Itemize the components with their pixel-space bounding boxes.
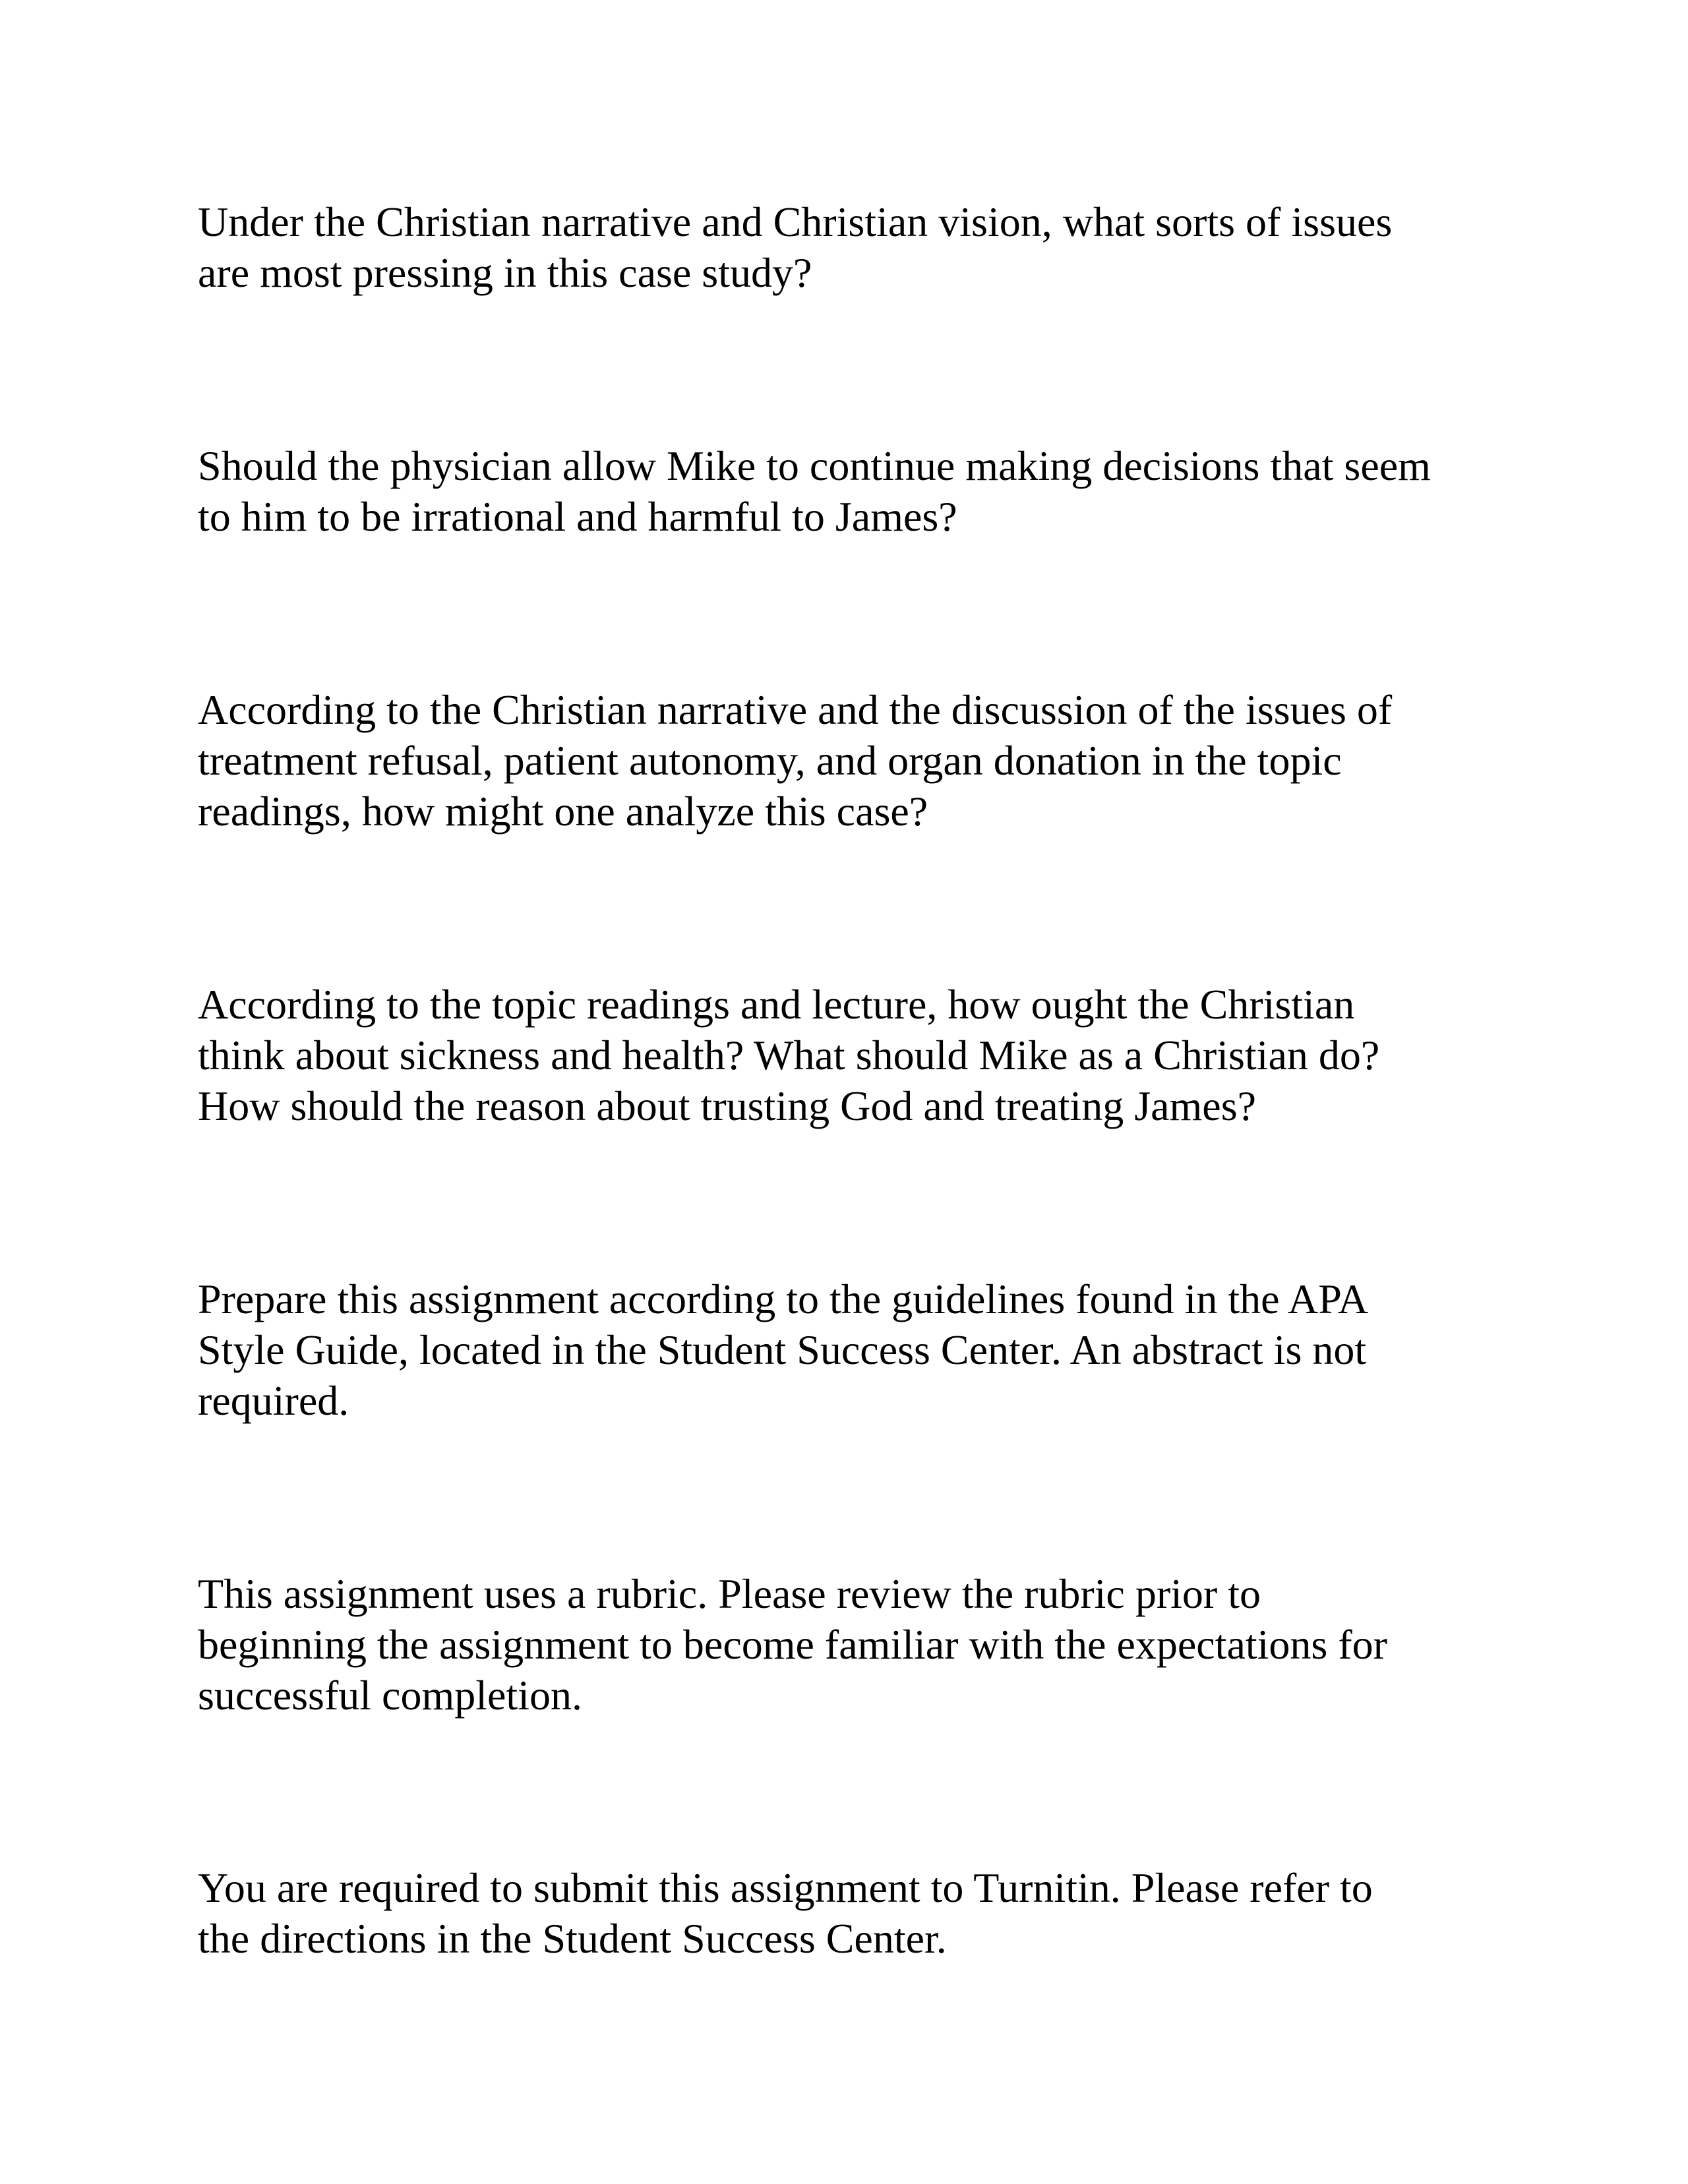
text-line: treatment refusal, patient autonomy, and organ donation in the topic xyxy=(198,737,1342,784)
instruction-apa-style xyxy=(198,1274,1556,1426)
text-line: readings, how might one analyze this case? xyxy=(198,788,928,835)
text-line: According to the topic readings and lecture, how ought the Christian xyxy=(198,981,1355,1028)
text-line: are most pressing in this case study? xyxy=(198,249,812,296)
question-christian-issues xyxy=(198,196,1556,298)
text-line: think about sickness and health? What should Mike as a Christian do? xyxy=(198,1032,1380,1078)
text-line: the directions in the Student Success Center. xyxy=(198,1915,947,1962)
question-sickness-health xyxy=(198,979,1556,1131)
text-line: Style Guide, located in the Student Success Center. An abstract is not xyxy=(198,1326,1367,1373)
text-line: How should the reason about trusting God and treating James? xyxy=(198,1082,1256,1129)
text-line: According to the Christian narrative and the discussion of the issues of xyxy=(198,686,1393,733)
text-line: successful completion. xyxy=(198,1672,582,1719)
text-line: Under the Christian narrative and Christian vision, what sorts of issues xyxy=(198,198,1393,245)
text-line: You are required to submit this assignment to Turnitin. Please refer to xyxy=(198,1864,1373,1911)
text-line: required. xyxy=(198,1377,349,1424)
text-line: beginning the assignment to become familiar with the expectations for xyxy=(198,1621,1387,1668)
instruction-turnitin xyxy=(198,1862,1556,1964)
instruction-rubric xyxy=(198,1568,1556,1721)
question-physician-decisions xyxy=(198,440,1556,542)
text-line: to him to be irrational and harmful to James? xyxy=(198,493,957,540)
text-line: Should the physician allow Mike to continue making decisions that seem xyxy=(198,442,1431,489)
text-line: This assignment uses a rubric. Please review the rubric prior to xyxy=(198,1570,1261,1617)
text-line: Prepare this assignment according to the guidelines found in the APA xyxy=(198,1276,1369,1322)
question-analyze-case xyxy=(198,684,1556,837)
